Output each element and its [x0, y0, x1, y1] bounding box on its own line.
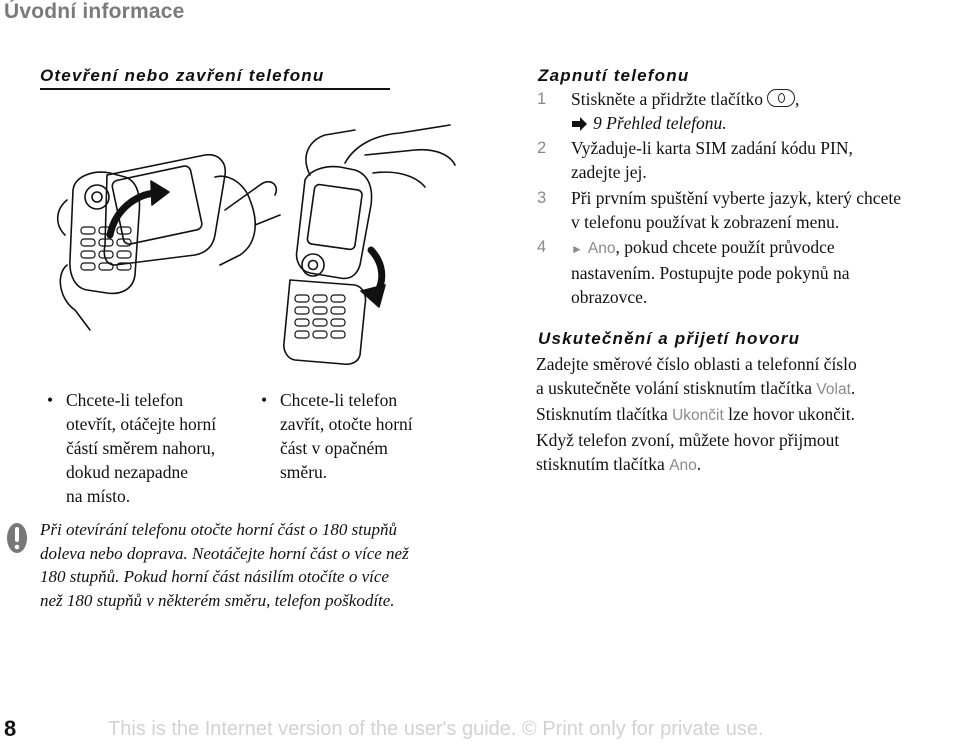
open-bullet: • Chcete-li telefon otevřít, otáčejte horní částí směrem nahoru, dokud nezapadne na místo.	[47, 390, 217, 506]
warning-icon	[6, 522, 28, 556]
page-number: 8	[4, 716, 17, 741]
softkey-ukoncit: Ukončit	[672, 407, 724, 424]
power-step-4: 4 ► Ano, pokud chcete použít průvodce nastavením. Postupujte pode pokynů na obrazovce.	[537, 237, 850, 307]
phone-illustration	[55, 115, 465, 365]
close-bullet: • Chcete-li telefon zavřít, otočte horní část v opačném směru.	[261, 390, 413, 482]
page-reference-arrow-icon	[571, 117, 587, 131]
calls-heading: Uskutečnění a přijetí hovoru	[538, 329, 801, 348]
warning-text: Při otevírání telefonu otočte horní část o 180 stupňů doleva nebo doprava. Neotáčejte horní část o více než 180 stupňů. Pokud horní část násilím otočíte o více než 180 stupňů v některém směru, telefon poškodíte.	[40, 520, 409, 610]
power-key-icon	[767, 89, 795, 107]
power-on-heading: Zapnutí telefonu	[538, 66, 690, 85]
power-step-3: 3 Při prvním spuštění vyberte jazyk, který chcete v telefonu používat k zobrazení menu.	[537, 188, 901, 232]
softkey-ano: Ano	[587, 240, 616, 257]
power-step-2: 2 Vyžaduje-li karta SIM zadání kódu PIN, zadejte jej.	[537, 138, 853, 182]
power-step-1: 1 Stiskněte a přidržte tlačítko , 9 Přehled telefonu.	[537, 89, 800, 133]
footer-note: This is the Internet version of the user's guide. © Print only for private use.	[108, 718, 764, 740]
softkey-volat: Volat	[816, 381, 851, 398]
softkey-ano-answer: Ano	[669, 457, 697, 474]
section-title: Úvodní informace	[4, 0, 185, 23]
open-close-heading: Otevření nebo zavření telefonu	[40, 66, 390, 90]
left-phone-drawing	[70, 155, 225, 294]
calls-text: Zadejte směrové číslo oblasti a telefonní číslo a uskutečněte volání stisknutím tlačítka Volat. Stisknutím tlačítka Ukončit lze hovor ukončit. Když telefon zvoní, můžete hovor přijmout stisknutím tlačítka Ano.	[536, 354, 857, 474]
right-phone-drawing	[284, 167, 385, 365]
select-arrow-icon: ►	[571, 242, 583, 256]
